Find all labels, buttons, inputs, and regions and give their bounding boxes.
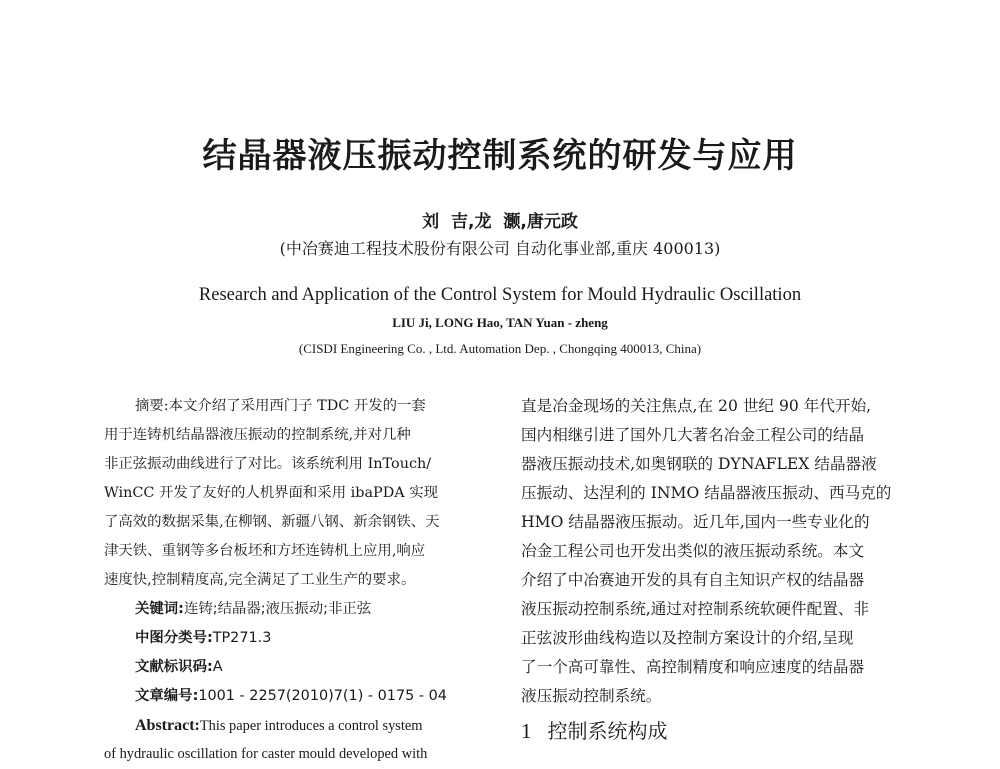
abstract-line: 非正弦振动曲线进行了对比。该系统利用 InTouch/ [104,456,432,472]
affiliation-en: (CISDI Engineering Co. , Ltd. Automation Dep. , Chongqing 400013, China) [298,341,702,356]
abstract-line: WinCC 开发了友好的人机界面和采用 ibaPDA 实现 [104,485,439,501]
abstract-en-line: of hydraulic oscillation for caster mould developed with [104,746,428,762]
body-line: 压振动、达涅利的 INMO 结晶器液压振动、西马克的 [521,484,892,502]
abstract-line: 速度快,控制精度高,完全满足了工业生产的要求。 [104,572,416,588]
paper-title-en: Research and Application of the Control System for Mould Hydraulic Oscillation [198,285,802,305]
abstract-line: 津天铁、重钢等多台板坯和方坯连铸机上应用,响应 [104,543,426,559]
body-line: 国内相继引进了国外几大著名冶金工程公司的结晶 [521,426,865,444]
section-title: 控制系统构成 [547,719,668,743]
abstract-en-line [104,711,488,740]
right-column [521,392,909,749]
body-line: 冶金工程公司也开发出类似的液压振动系统。本文 [521,542,865,560]
body-line: 直是冶金现场的关注焦点,在 20 世纪 90 年代开始, [521,397,872,415]
clc-value: TP271.3 [212,630,272,646]
clc-line [104,624,488,653]
left-column [104,392,488,769]
section-number: 1 [521,719,532,743]
article-no-label: 文章编号: [135,688,199,704]
clc-label: 中图分类号: [135,630,213,646]
body-line: 器液压振动技术,如奥钢联的 DYNAFLEX 结晶器液 [521,455,877,473]
article-no-line [104,682,488,711]
body-line: 介绍了中冶赛迪开发的具有自主知识产权的结晶器 [521,571,865,589]
body-line: 液压振动控制系统,通过对控制系统软硬件配置、非 [521,600,870,618]
section-heading [521,713,909,749]
abstract-line: 摘要:本文介绍了采用西门子 TDC 开发的一套 [135,398,426,414]
body-line: HMO 结晶器液压振动。近几年,国内一些专业化的 [521,513,870,531]
abstract-line: 用于连铸机结晶器液压振动的控制系统,并对几种 [104,427,411,443]
doc-code-line [104,653,488,682]
keywords-value: 连铸;结晶器;液压振动;非正弦 [183,601,372,617]
body-line: 了一个高可靠性、高控制精度和响应速度的结晶器 [521,658,865,676]
abstract-line: 了高效的数据采集,在柳钢、新疆八钢、新余钢铁、天 [104,514,440,530]
abstract-en-text: This paper introduces a control system [199,718,423,734]
body-line: 液压振动控制系统。 [521,687,662,705]
article-no-value: 1001 - 2257(2010)7(1) - 0175 - 04 [198,688,447,704]
authors-en: LIU Ji, LONG Hao, TAN Yuan - zheng [392,315,608,330]
paper-title-cn: 结晶器液压振动控制系统的研发与应用 [202,136,798,176]
doc-code-label: 文献标识码: [135,659,213,675]
affiliation-cn: (中冶赛迪工程技术股份有限公司 自动化事业部,重庆 400013) [279,239,721,258]
authors-cn: 刘 吉,龙 灏,唐元政 [422,212,578,232]
abstract-en-label: Abstract: [135,717,200,734]
keywords-label: 关键词: [135,601,184,617]
doc-code-value: A [212,659,223,675]
keywords-line [104,595,488,624]
body-line: 正弦波形曲线构造以及控制方案设计的介绍,呈现 [521,629,854,647]
